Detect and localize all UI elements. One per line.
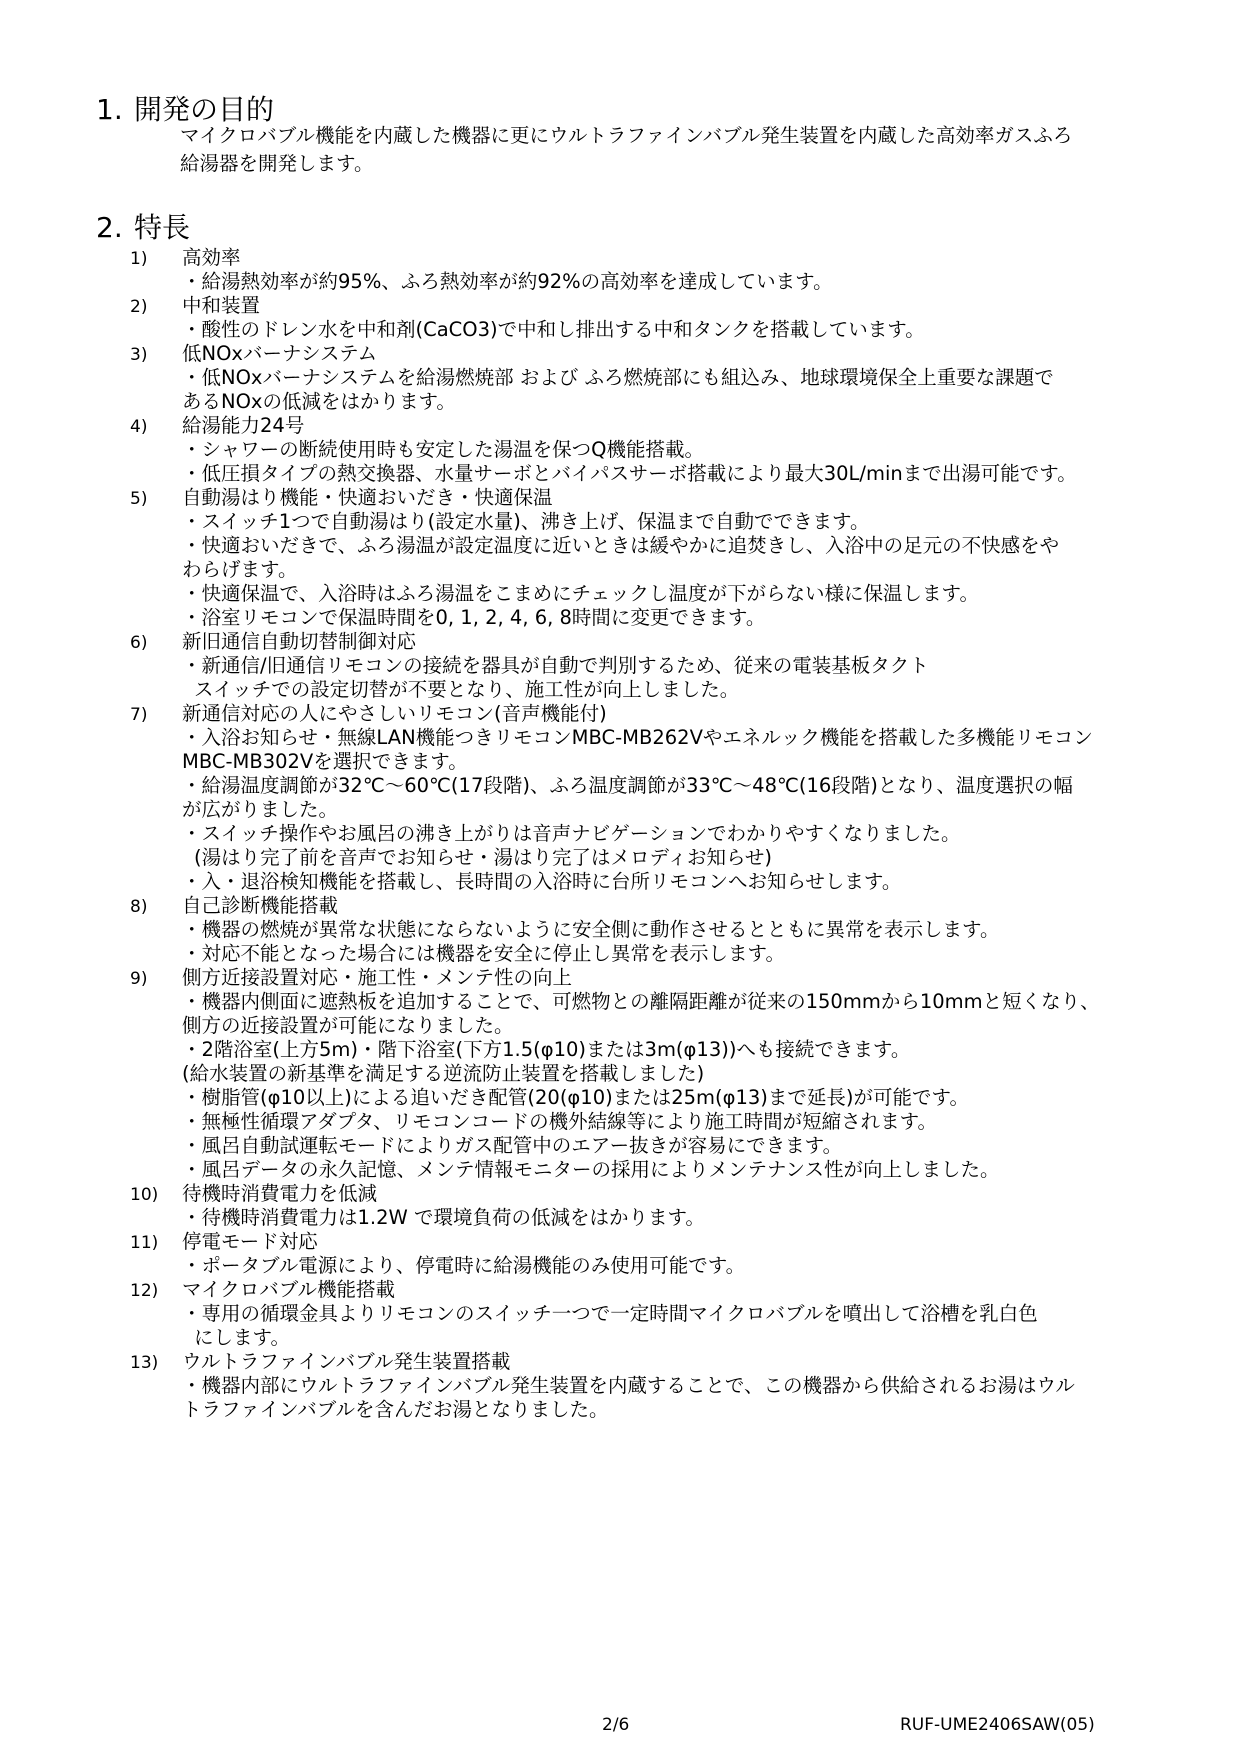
feature-item xyxy=(130,1278,1180,1350)
feature-line: ・待機時消費電力は1.2W で環境負荷の低減をはかります。 xyxy=(182,1206,705,1229)
page-number: 2/6 xyxy=(602,1715,630,1735)
feature-number: 6) xyxy=(130,633,148,653)
feature-heading xyxy=(130,1278,1180,1302)
feature-number: 10) xyxy=(130,1185,159,1205)
feature-line: ・新通信/旧通信リモコンの接続を器具が自動で判別するため、従来の電装基板タクト xyxy=(182,654,929,677)
document-code: RUF-UME2406SAW(05) xyxy=(900,1715,1095,1735)
feature-title: 自動湯はり機能・快適おいだき・快適保温 xyxy=(182,486,553,509)
feature-line: ・機器の燃焼が異常な状態にならないように安全側に動作させるとともに異常を表示します。 xyxy=(182,918,1000,941)
feature-number: 2) xyxy=(130,297,148,317)
feature-line: あるNOxの低減をはかります。 xyxy=(182,390,456,413)
feature-line: ・低NOxバーナシステムを給湯燃焼部 および ふろ燃焼部にも組込み、地球環境保全上重要な課題で xyxy=(182,366,1054,389)
feature-heading xyxy=(130,294,1180,318)
feature-line: ・機器内側面に遮熱板を追加することで、可燃物との離隔距離が従来の150mmから10mmと短くなり、 xyxy=(182,990,1100,1013)
feature-line: ・風呂自動試運転モードによりガス配管中のエアー抜きが容易にできます。 xyxy=(182,1134,843,1157)
feature-line: ・シャワーの断続使用時も安定した湯温を保つQ機能搭載。 xyxy=(182,438,704,461)
paragraph-line: マイクロバブル機能を内蔵した機器に更にウルトラファインバブル発生装置を内蔵した高効率ガスふろ xyxy=(180,124,1073,147)
feature-number: 8) xyxy=(130,897,148,917)
feature-line: (給水装置の新基準を満足する逆流防止装置を搭載しました) xyxy=(182,1062,705,1085)
feature-item xyxy=(130,342,1180,414)
feature-title: 新旧通信自動切替制御対応 xyxy=(182,630,417,653)
feature-description xyxy=(182,918,1180,966)
feature-item xyxy=(130,246,1180,294)
feature-line: ・入浴お知らせ・無線LAN機能つきリモコンMBC-MB262Vやエネルック機能を搭載した多機能リモコン xyxy=(182,726,1093,749)
feature-item xyxy=(130,414,1180,486)
feature-line: ・入・退浴検知機能を搭載し、長時間の入浴時に台所リモコンへお知らせします。 xyxy=(182,870,902,893)
feature-description xyxy=(182,1302,1180,1350)
feature-item xyxy=(130,1350,1180,1422)
section-title: 開発の目的 xyxy=(134,93,275,126)
section-heading-features xyxy=(96,210,190,246)
feature-line: ・ポータブル電源により、停電時に給湯機能のみ使用可能です。 xyxy=(182,1254,746,1277)
feature-description xyxy=(182,1254,1180,1278)
feature-title: 低NOxバーナシステム xyxy=(182,342,378,365)
feature-description xyxy=(182,438,1180,486)
feature-line: ・酸性のドレン水を中和剤(CaCO3)で中和し排出する中和タンクを搭載しています。 xyxy=(182,318,925,341)
feature-line: ・樹脂管(φ10以上)による追いだき配管(20(φ10)または25m(φ13)まで延長)が可能です。 xyxy=(182,1086,969,1109)
feature-title: 新通信対応の人にやさしいリモコン(音声機能付) xyxy=(182,702,607,725)
feature-heading xyxy=(130,1182,1180,1206)
feature-description xyxy=(182,1206,1180,1230)
feature-line: ・2階浴室(上方5m)・階下浴室(下方1.5(φ10)または3m(φ13))へも接続できます。 xyxy=(182,1038,911,1061)
feature-heading xyxy=(130,966,1180,990)
feature-description xyxy=(182,318,1180,342)
feature-item xyxy=(130,1230,1180,1278)
purpose-paragraph xyxy=(180,122,1160,178)
feature-line: スイッチでの設定切替が不要となり、施工性が向上しました。 xyxy=(194,678,740,701)
feature-title: マイクロバブル機能搭載 xyxy=(182,1278,395,1301)
feature-number: 9) xyxy=(130,969,148,989)
paragraph-line: 給湯器を開発します。 xyxy=(180,152,374,175)
feature-title: ウルトラファインバブル発生装置搭載 xyxy=(182,1350,511,1373)
feature-heading xyxy=(130,342,1180,366)
feature-title: 中和装置 xyxy=(182,294,261,317)
feature-line: ・スイッチ1つで自動湯はり(設定水量)、沸き上げ、保温まで自動でできます。 xyxy=(182,510,870,533)
feature-heading xyxy=(130,1230,1180,1254)
feature-item xyxy=(130,966,1180,1182)
feature-number: 4) xyxy=(130,417,148,437)
feature-line: ・快適保温で、入浴時はふろ湯温をこまめにチェックし温度が下がらない様に保温します。 xyxy=(182,582,979,605)
feature-number: 12) xyxy=(130,1281,159,1301)
feature-description xyxy=(182,270,1180,294)
feature-heading xyxy=(130,894,1180,918)
feature-number: 7) xyxy=(130,705,148,725)
feature-line: MBC-MB302Vを選択できます。 xyxy=(182,750,468,773)
feature-description xyxy=(182,1374,1180,1422)
feature-line: 側方の近接設置が可能になりました。 xyxy=(182,1014,514,1037)
feature-line: ・対応不能となった場合には機器を安全に停止し異常を表示します。 xyxy=(182,942,785,965)
section-number: 2. xyxy=(96,211,123,244)
feature-line: ・給湯温度調節が32℃～60℃(17段階)、ふろ温度調節が33℃～48℃(16段階)となり、温度選択の幅 xyxy=(182,774,1073,797)
feature-line: ・風呂データの永久記憶、メンテ情報モニターの採用によりメンテナンス性が向上しました。 xyxy=(182,1158,1000,1181)
feature-line: ・給湯熱効率が約95%、ふろ熱効率が約92%の高効率を達成しています。 xyxy=(182,270,833,293)
feature-item xyxy=(130,1182,1180,1230)
feature-number: 5) xyxy=(130,489,148,509)
feature-title: 高効率 xyxy=(182,246,241,269)
feature-line: ・浴室リモコンで保温時間を0, 1, 2, 4, 6, 8時間に変更できます。 xyxy=(182,606,766,629)
feature-line: ・スイッチ操作やお風呂の沸き上がりは音声ナビゲーションでわかりやすくなりました。 xyxy=(182,822,961,845)
feature-number: 1) xyxy=(130,249,148,269)
feature-list xyxy=(130,246,1180,1422)
feature-line: ・専用の循環金具よりリモコンのスイッチ一つで一定時間マイクロバブルを噴出して浴槽を乳白色 xyxy=(182,1302,1038,1325)
feature-title: 停電モード対応 xyxy=(182,1230,318,1253)
feature-description xyxy=(182,510,1180,630)
feature-item xyxy=(130,294,1180,342)
feature-line: にします。 xyxy=(194,1326,290,1349)
feature-heading xyxy=(130,414,1180,438)
feature-number: 11) xyxy=(130,1233,159,1253)
feature-line: トラファインバブルを含んだお湯となりました。 xyxy=(182,1398,609,1421)
feature-line: (湯はり完了前を音声でお知らせ・湯はり完了はメロディお知らせ) xyxy=(194,846,772,869)
feature-number: 13) xyxy=(130,1353,159,1373)
feature-item xyxy=(130,630,1180,702)
section-number: 1. xyxy=(96,93,123,126)
feature-line: ・低圧損タイプの熱交換器、水量サーボとバイパスサーボ搭載により最大30L/minまで出湯可能です。 xyxy=(182,462,1077,485)
feature-item xyxy=(130,702,1180,894)
feature-heading xyxy=(130,702,1180,726)
feature-item xyxy=(130,894,1180,966)
feature-line: ・無極性循環アダプタ、リモコンコードの機外結線等により施工時間が短縮されます。 xyxy=(182,1110,938,1133)
feature-line: わらげます。 xyxy=(182,558,298,581)
feature-heading xyxy=(130,486,1180,510)
feature-description xyxy=(182,654,1180,702)
feature-heading xyxy=(130,630,1180,654)
feature-number: 3) xyxy=(130,345,148,365)
feature-heading xyxy=(130,1350,1180,1374)
feature-line: が広がりました。 xyxy=(182,798,339,821)
feature-description xyxy=(182,366,1180,414)
feature-title: 側方近接設置対応・施工性・メンテ性の向上 xyxy=(182,966,573,989)
feature-line: ・機器内部にウルトラファインバブル発生装置を内蔵することで、この機器から供給されるお湯はウル xyxy=(182,1374,1075,1397)
section-title: 特長 xyxy=(134,211,191,244)
feature-item xyxy=(130,486,1180,630)
feature-description xyxy=(182,990,1180,1182)
feature-line: ・快適おいだきで、ふろ湯温が設定温度に近いときは緩やかに追焚きし、入浴中の足元の不快感をや xyxy=(182,534,1060,557)
feature-title: 給湯能力24号 xyxy=(182,414,305,437)
feature-heading xyxy=(130,246,1180,270)
feature-title: 自己診断機能搭載 xyxy=(182,894,339,917)
feature-description xyxy=(182,726,1180,894)
feature-title: 待機時消費電力を低減 xyxy=(182,1182,378,1205)
